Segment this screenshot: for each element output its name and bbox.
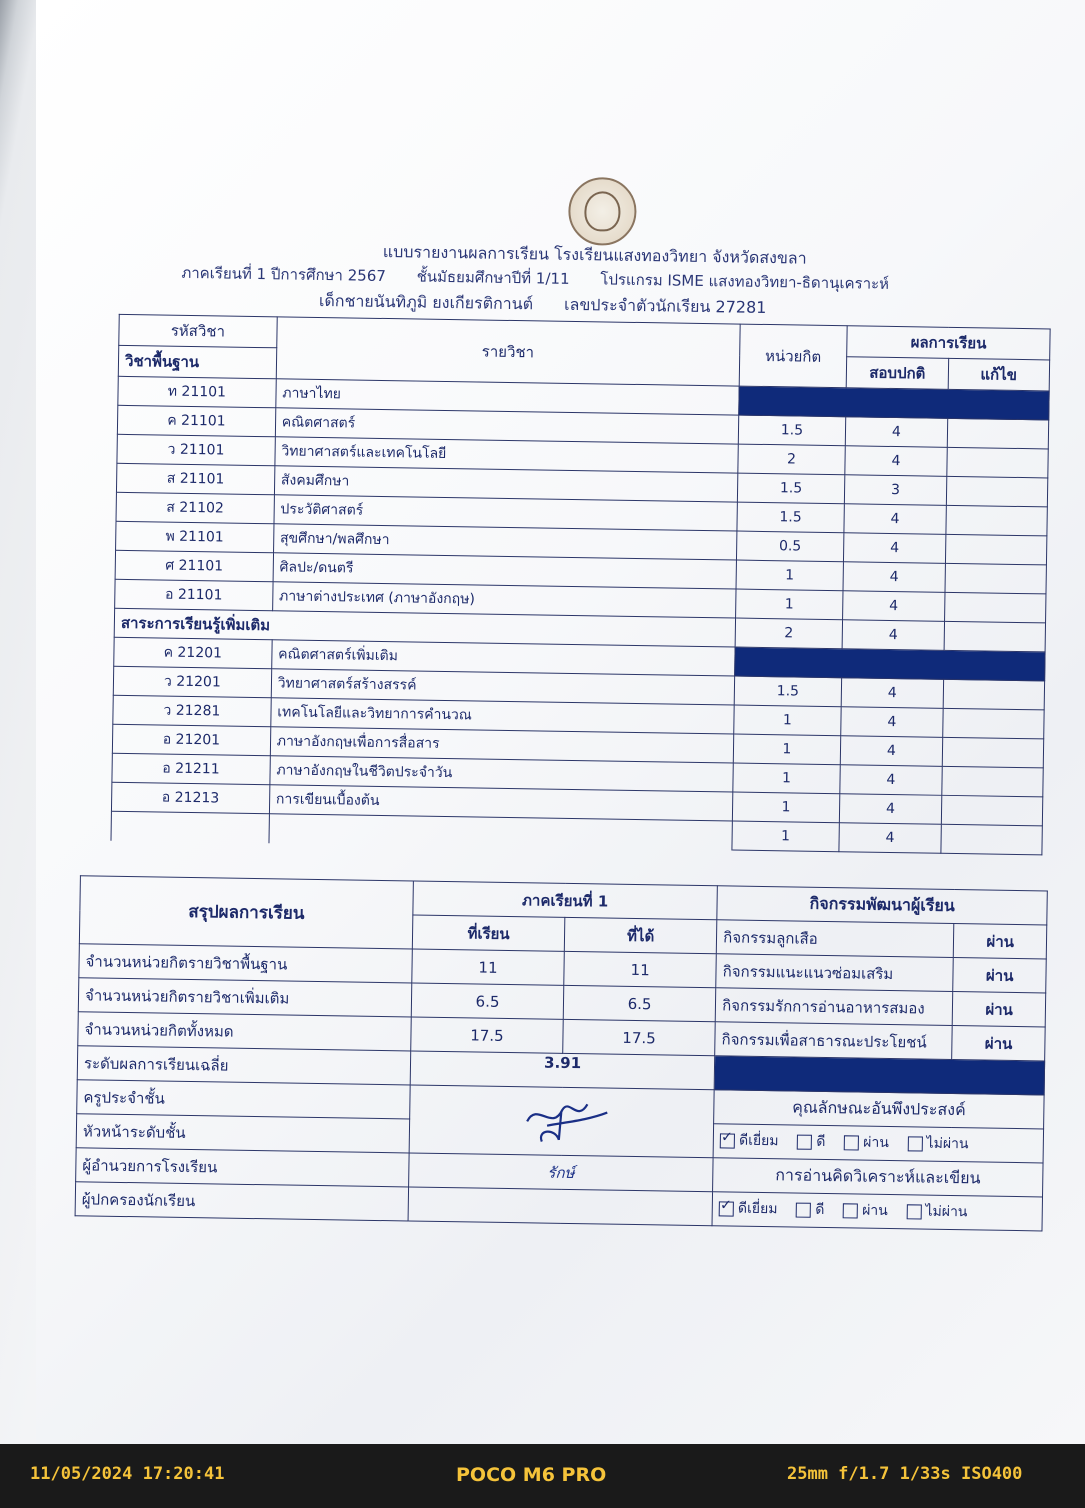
table-row: ระดับผลการเรียนเฉลี่ย 3.91 xyxy=(77,1046,1044,1095)
activities-title: กิจกรรมพัฒนาผู้เรียน xyxy=(717,886,1047,925)
table-row: ศ 21101 ศิลปะ/ดนตรี 1 4 xyxy=(115,550,1046,594)
checkbox-checked-icon xyxy=(720,1133,735,1148)
table-row: จำนวนหน่วยกิตทั้งหมด 17.5 17.5 กิจกรรมเพื่อสาธารณะประโยชน์ ผ่าน xyxy=(78,1012,1045,1061)
col-earned: ที่ได้ xyxy=(564,917,717,953)
table-row: ว 21201 วิทยาศาสตร์สร้างสรรค์ 1.5 4 xyxy=(113,666,1044,710)
section-extra: สาระการเรียนรู้เพิ่มเติม xyxy=(114,608,735,647)
traits-options: ✓ ดีเยี่ยม ดี ผ่าน ไม่ผ่าน xyxy=(713,1124,1043,1163)
col-fix-header: แก้ไข xyxy=(948,358,1050,391)
table-row: หัวหน้าระดับชั้น ✓ ดีเยี่ยม ดี ผ่าน ไม่ผ่าน xyxy=(76,1114,1043,1163)
program: โปรแกรม ISME แสงทองวิทยา-ธิดานุเคราะห์ xyxy=(600,270,890,293)
col-result-header: ผลการเรียน xyxy=(847,326,1050,360)
gpa-value: 3.91 xyxy=(410,1051,715,1090)
blank-bar xyxy=(714,1056,1044,1095)
table-row: สาระการเรียนรู้เพิ่มเติม 2 4 xyxy=(114,608,1045,652)
summary-title: สรุปผลการเรียน xyxy=(79,876,413,949)
table-row: ผู้ปกครองนักเรียน ✓ ดีเยี่ยม ดี ผ่าน ไม่ผ่าน xyxy=(75,1182,1042,1231)
table-row: อ 21211 ภาษาอังกฤษในชีวิตประจำวัน 1 4 xyxy=(112,753,1043,797)
director-signature: รักษ์ xyxy=(409,1153,714,1192)
camera-watermark-bar xyxy=(0,1444,1085,1508)
summary-table: สรุปผลการเรียน ภาคเรียนที่ 1 กิจกรรมพัฒนาผู้เรียน ที่เรียน ที่ได้ กิจกรรมลูกเสือ ผ่าน จำนวนหน่วยกิตรายวิชาพื้นฐาน 11 11 กิจกรรมแนะแนวซ่อมเสริม ผ่าน จำนวนหน่วยกิตรายวิชาเพิ่มเติม 6.5 6.5 กิจกรรมรักการอ่านอาหารสมอง ผ่าน จำนวนหน่วยกิตทั้งหมด 17.5 17.5 กิจกรรมเพื่อสาธารณะประโยชน์ ผ่าน ระดับผลการเรียนเฉลี่ย 3.91 ครูประจำชั้น คุณลักษณะอันพึงประสงค์ หัวหน้าระดับชั้น ✓ ดีเยี่ยม ดี ผ่าน ไม่ผ่าน ผู้อำนวยการโรงเรียน รักษ์ การอ่านคิดวิเคราะห์และเขียน ผู้ปกครองนักเรียน ✓ ดีเยี่ยม ดี ผ่าน ไม่ผ่าน xyxy=(75,875,1048,1231)
table-row: ครูประจำชั้น คุณลักษณะอันพึงประสงค์ xyxy=(77,1080,1044,1129)
checkbox-icon xyxy=(796,1202,811,1217)
table-row: ผู้อำนวยการโรงเรียน รักษ์ การอ่านคิดวิเคราะห์และเขียน xyxy=(76,1148,1043,1197)
col-code-header: รหัสวิชา xyxy=(119,314,277,347)
checkbox-icon xyxy=(906,1204,921,1219)
table-row: จำนวนหน่วยกิตรายวิชาพื้นฐาน 11 11 กิจกรรมแนะแนวซ่อมเสริม ผ่าน xyxy=(79,944,1046,993)
checkbox-icon xyxy=(844,1135,859,1150)
teacher-signature xyxy=(409,1085,714,1158)
checkbox-icon xyxy=(907,1136,922,1151)
col-attempted: ที่เรียน xyxy=(412,915,565,951)
checkbox-checked-icon xyxy=(719,1201,734,1216)
grades-table xyxy=(110,314,1050,856)
table-row: อ 21201 ภาษาอังกฤษเพื่อการสื่อสาร 1 4 xyxy=(112,724,1043,768)
table-row: อ 21213 การเขียนเบื้องต้น 1 4 xyxy=(111,782,1042,826)
col-exam-header: สอบปกติ xyxy=(846,357,948,390)
table-row: ท 21101 ภาษาไทย xyxy=(118,376,1049,420)
school-logo xyxy=(568,177,637,246)
student-id: เลขประจำตัวนักเรียน 27281 xyxy=(563,294,767,317)
student-name: เด็กชายนันทิภูมิ ยงเกียรติกานต์ xyxy=(318,290,534,314)
report-card xyxy=(81,108,1062,1232)
section-basic: วิชาพื้นฐาน xyxy=(118,345,276,378)
table-row: ว 21281 เทคโนโลยีและวิทยาการคำนวณ 1 4 xyxy=(113,695,1044,739)
table-row: ค 21101 คณิตศาสตร์ 1.5 4 xyxy=(117,405,1048,449)
term: ภาคเรียนที่ 1 ปีการศึกษา 2567 xyxy=(181,263,387,286)
col-subject-header: รายวิชา xyxy=(276,317,740,386)
checkbox-icon xyxy=(843,1203,858,1218)
table-row: ส 21101 สังคมศึกษา 1.5 3 xyxy=(116,463,1047,507)
paper-sheet xyxy=(36,0,1085,1444)
table-row: อ 21101 ภาษาต่างประเทศ (ภาษาอังกฤษ) 1 4 xyxy=(115,579,1046,623)
camera-settings: 25mm f/1.7 1/33s ISO400 xyxy=(787,1464,1023,1484)
term-header: ภาคเรียนที่ 1 xyxy=(413,881,718,920)
table-row: 1 4 xyxy=(111,811,1042,855)
col-units-header: หน่วยกิต xyxy=(739,324,848,388)
report-title: แบบรายงานผลการเรียน โรงเรียนแสงทองวิทยา จังหวัดสงขลา xyxy=(382,241,807,268)
capture-datetime: 11/05/2024 17:20:41 xyxy=(30,1464,225,1484)
table-row: ว 21101 วิทยาศาสตร์และเทคโนโลยี 2 4 xyxy=(117,434,1048,478)
reading-options: ✓ ดีเยี่ยม ดี ผ่าน ไม่ผ่าน xyxy=(712,1192,1042,1231)
checkbox-icon xyxy=(797,1134,812,1149)
grade-level: ชั้นมัธยมศึกษาปีที่ 1/11 xyxy=(416,267,570,288)
table-row: ส 21102 ประวัติศาสตร์ 1.5 4 xyxy=(116,492,1047,536)
device-name: POCO M6 PRO xyxy=(456,1464,607,1486)
table-row: พ 21101 สุขศึกษา/พลศึกษา 0.5 4 xyxy=(116,521,1047,565)
table-row: ค 21201 คณิตศาสตร์เพิ่มเติม xyxy=(114,637,1045,681)
table-row: จำนวนหน่วยกิตรายวิชาเพิ่มเติม 6.5 6.5 กิจกรรมรักการอ่านอาหารสมอง ผ่าน xyxy=(78,978,1045,1027)
